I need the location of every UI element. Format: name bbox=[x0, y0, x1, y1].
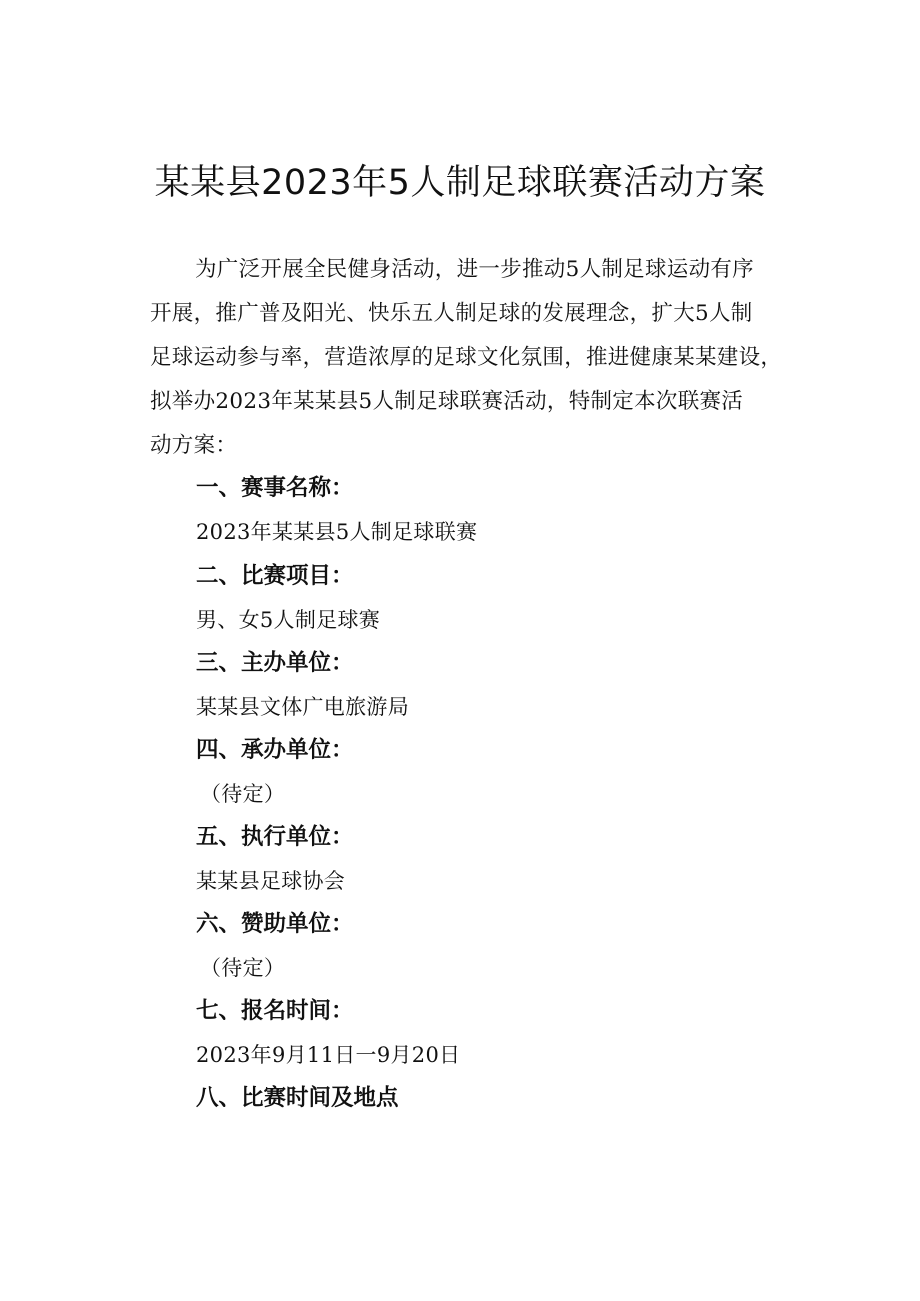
intro-line: 足球运动参与率，营造浓厚的足球文化氛围，推进健康某某建设， bbox=[150, 345, 783, 370]
section-sponsor bbox=[196, 902, 816, 990]
section-registration-time bbox=[196, 989, 816, 1077]
intro-line: 为广泛开展全民健身活动，进一步推动5人制足球运动有序 bbox=[195, 257, 754, 282]
section-content: 2023年某某县5人制足球联赛 bbox=[196, 520, 478, 544]
section-event-name bbox=[196, 466, 816, 554]
section-organizer bbox=[196, 641, 816, 729]
section-executor bbox=[196, 815, 816, 903]
section-content: 某某县文体广电旅游局 bbox=[196, 695, 409, 719]
intro-paragraph bbox=[150, 248, 800, 468]
section-content: （待定） bbox=[200, 956, 286, 980]
section-match-time-location bbox=[196, 1076, 816, 1120]
section-heading: 六、赞助单位： bbox=[196, 911, 354, 937]
section-heading: 八、比赛时间及地点 bbox=[196, 1085, 399, 1111]
section-heading: 四、承办单位： bbox=[196, 737, 354, 763]
section-content: 某某县足球协会 bbox=[196, 869, 346, 893]
section-heading: 三、主办单位： bbox=[196, 650, 354, 676]
section-content: 2023年9月11日一9月20日 bbox=[196, 1043, 461, 1067]
intro-line: 动方案： bbox=[150, 433, 238, 458]
section-heading: 七、报名时间： bbox=[196, 998, 354, 1024]
document-title: 某某县2023年5人制足球联赛活动方案 bbox=[154, 163, 766, 203]
section-heading: 一、赛事名称： bbox=[196, 475, 354, 501]
section-heading: 二、比赛项目： bbox=[196, 563, 354, 589]
intro-line: 开展，推广普及阳光、快乐五人制足球的发展理念，扩大5人制 bbox=[150, 301, 753, 326]
intro-line: 拟举办2023年某某县5人制足球联赛活动，特制定本次联赛活 bbox=[150, 389, 744, 414]
section-content: （待定） bbox=[200, 782, 286, 806]
section-host bbox=[196, 728, 816, 816]
section-heading: 五、执行单位： bbox=[196, 824, 354, 850]
section-content: 男、女5人制足球赛 bbox=[196, 608, 381, 632]
section-event-items bbox=[196, 554, 816, 642]
